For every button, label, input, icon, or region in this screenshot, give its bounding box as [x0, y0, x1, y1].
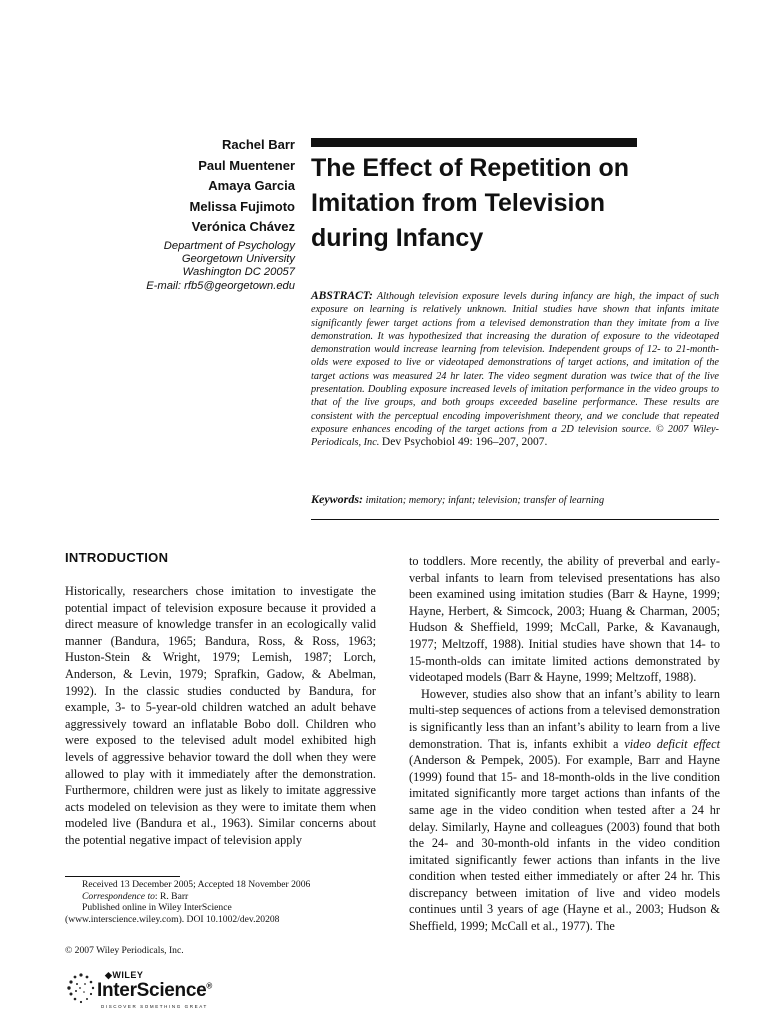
author-name: Amaya Garcia: [208, 178, 295, 193]
abstract-body: Although television exposure levels during infancy are high, the impact of such exposure on learning is relatively unknown. Initial studies have shown that infants imitate significantly fewer target actions from a televised demonstration than they imitate from a live demonstration. It was hypothesized that increasing the duration of exposure to the videotaped demonstration would increase learning from television. Independent groups of 12- to 21-month-olds were exposed to live or videotaped demonstrations of target actions, and imitation of the target actions was measured 24 hr later. The video segment duration was twice that of the live presentation. Doubling exposure increased levels of imitation performance in the video groups to that of the live groups, and both groups exceeded baseline performance. These results are consistent with the perceptual encoding impoverishment theory, and we conclude that repeated exposure enhances encoding of the target actions from a 2D television source. © 2007 Wiley-Periodicals, Inc.: [311, 291, 719, 449]
paragraph-text: (Anderson & Pempek, 2005). For example, Barr and Hayne (1999) found that 15- and 18-month-olds in the live condition imitated significantly more target actions than infants of the same age in the video condition when tested after a 24 hr delay. Similarly, Hayne and colleagues (2003) found that both the 24- and 30-month-old infants in the video condition imitated significantly fewer actions than infants in the live condition when tested either immediately or after 24 hr. This discrepancy between imitation of live and video models continues until 3 years of age (Hayne et al., 2003; Hudson & Sheffield, 1999; McCall et al., 1977). The: [409, 753, 720, 934]
keywords: [311, 492, 719, 507]
footnote: [82, 879, 382, 914]
correspondence-label: Correspondence to: [82, 890, 155, 902]
body-column-left: [65, 583, 376, 849]
received-dates: Received 13 December 2005; Accepted 18 November 2006: [82, 879, 311, 890]
section-heading-introduction: INTRODUCTION: [65, 550, 169, 565]
interscience-wordmark: [97, 980, 212, 1002]
journal-citation: Dev Psychobiol 49: 196–207, 2007.: [381, 436, 548, 449]
registered-mark: ®: [206, 981, 213, 991]
author-name: Rachel Barr: [222, 137, 295, 152]
doi-line[interactable]: (www.interscience.wiley.com). DOI 10.1002/dev.20208: [65, 914, 280, 925]
keywords-list: imitation; memory; infant; television; transfer of learning: [365, 495, 605, 506]
interscience-globe-icon: [65, 972, 97, 1006]
correspondence-line: [82, 891, 382, 903]
title-line: The Effect of Repetition on: [311, 154, 630, 182]
brand-text: InterScience: [97, 980, 207, 1001]
wiley-interscience-logo: [65, 970, 225, 1014]
affiliation-line: Department of Psychology: [163, 239, 295, 252]
published-online: Published online in Wiley InterScience: [82, 902, 232, 914]
body-column-right: [409, 553, 720, 935]
title-line: Imitation from Television: [311, 189, 606, 217]
emphasized-term: video deficit effect: [624, 736, 721, 751]
wiley-text: WILEY: [112, 970, 144, 980]
title-rule: [311, 138, 637, 147]
copyright: © 2007 Wiley Periodicals, Inc.: [65, 945, 184, 956]
body-paragraph: [409, 686, 720, 935]
title-line: during Infancy: [311, 224, 484, 252]
paragraph-text: However, studies also show that an infant’s ability to learn multi-step sequences of actions from a televised demonstration is significantly less than an infant’s ability to learn from a live demonstration. That is, infants exhibit a: [409, 686, 720, 751]
keywords-label: Keywords:: [311, 492, 363, 506]
affiliation-line: Washington DC 20057: [182, 266, 295, 279]
correspondence-name: : R. Barr: [154, 890, 189, 902]
author-email[interactable]: E-mail: rfb5@georgetown.edu: [146, 279, 295, 292]
footnote-rule: [65, 876, 180, 877]
abstract-label: ABSTRACT:: [311, 290, 373, 302]
body-paragraph: to toddlers. More recently, the ability of preverbal and early-verbal infants to learn from televised presentations has also been examined using imitation studies (Barr & Hayne, 1999; Hayne, Herbert, & Simcock, 2003; Huang & Charman, 2005; Hudson & Sheffield, 1999; McCall, Parke, & Kavanaugh, 1977; Meltzoff, 1988). Initial studies have shown that 14- to 15-month-olds can imitate limited actions demonstrated by videotaped models (Barr & Hayne, 1999; Meltzoff, 1988).: [409, 554, 720, 685]
abstract: [311, 290, 719, 450]
section-divider: [311, 519, 719, 520]
affiliation-line: Georgetown University: [181, 252, 295, 265]
author-block: [120, 135, 295, 293]
author-name: Verónica Chávez: [191, 219, 295, 234]
wiley-logo-icon: ◆: [105, 970, 113, 980]
body-paragraph: Historically, researchers chose imitation to investigate the potential impact of television exposure because it provided a direct measure of knowledge transfer in an ecologically valid manner (Bandura, 1965; Bandura, Ross, & Ross, 1963; Huston-Stein & Wright, 1979; Lemish, 1987; Lorch, Anderson, & Levin, 1979; Sprafkin, Gadow, & Abelman, 1992). In the classic studies conducted by Bandura, for example, 3- to 5-year-old children watched an adult behave aggressively toward an inflatable Bobo doll. Children who were exposed to the televised adult model exhibited high levels of aggressive behavior toward the doll when they were allowed to play with it immediately after the demonstration. Furthermore, children were just as likely to imitate aggressive acts modeled on television as they were to imitate them when modeled live (Bandura et al., 1963). Similar concerns about the potential negative impact of television apply: [65, 584, 376, 847]
author-name: Melissa Fujimoto: [189, 198, 295, 214]
author-name: Paul Muentener: [198, 157, 295, 173]
paper-title: [311, 151, 711, 256]
logo-tagline: DISCOVER SOMETHING GREAT: [101, 1004, 208, 1009]
